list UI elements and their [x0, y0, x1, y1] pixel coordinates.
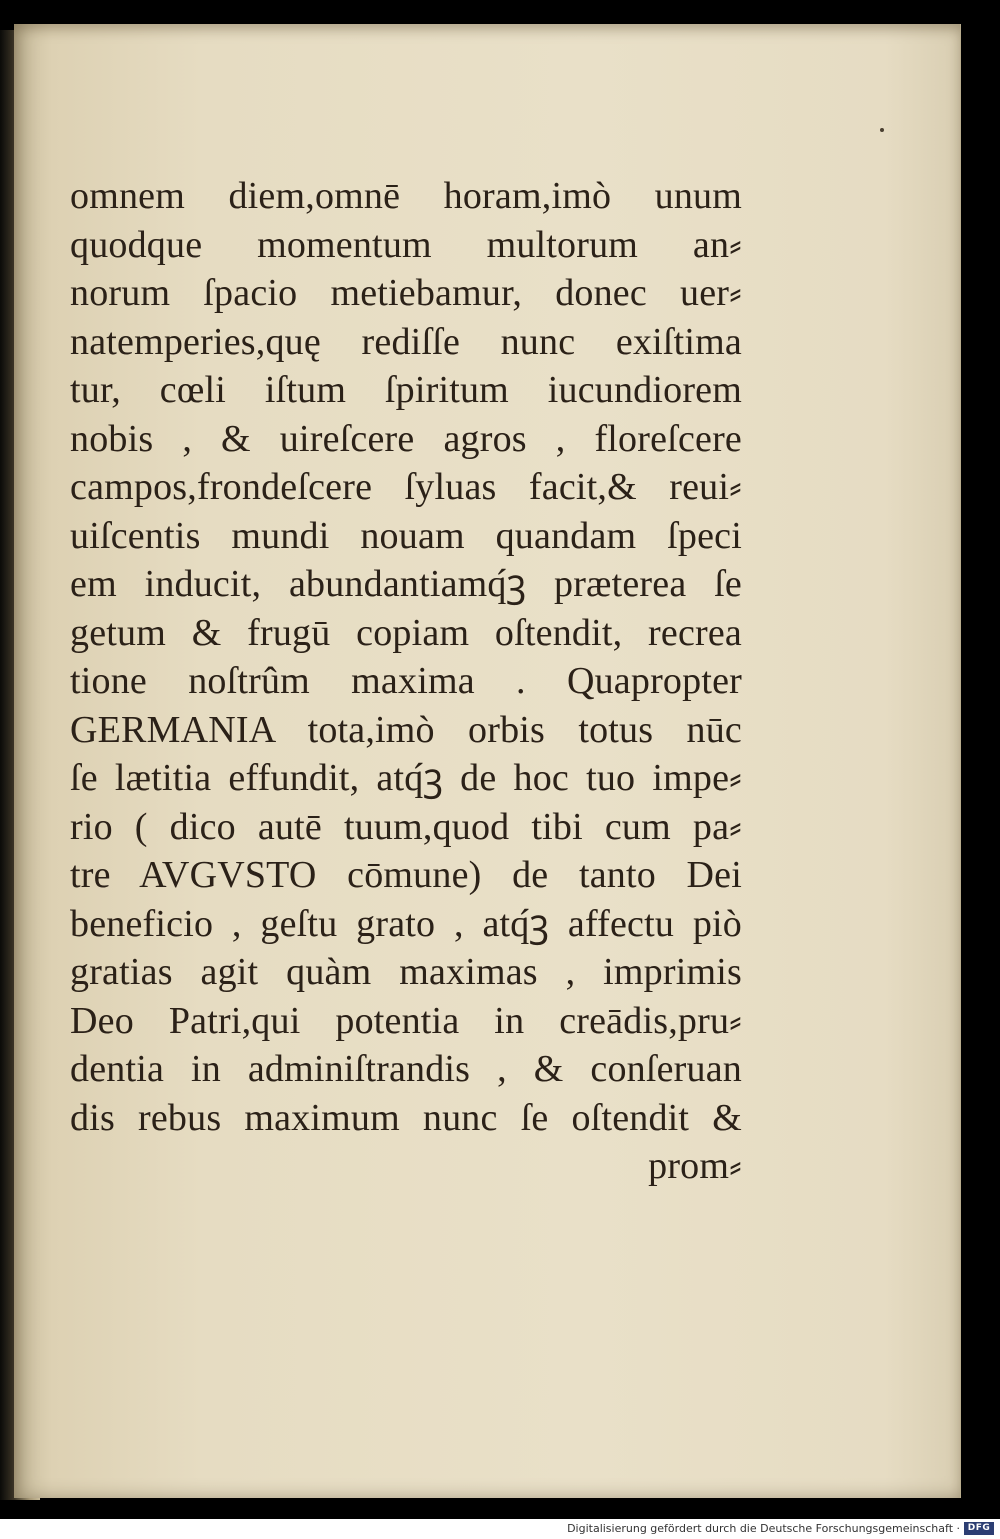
paper-speck — [880, 128, 884, 132]
digitization-credit: Digitalisierung gefördert durch die Deutsche Forschungsgemeinschaft · — [567, 1522, 960, 1535]
text-line: GERMANIA tota,imò orbis totus nūc — [70, 708, 742, 751]
text-line: getum & frugū copiam oſtendit, recrea — [70, 611, 742, 654]
text-line: campos,frondeſcere ſyluas facit,& reui⸗ — [70, 466, 742, 508]
text-line: ſe lætitia effundit, atq́ꝫ de hoc tuo impe⸗ — [70, 757, 742, 799]
text-line: norum ſpacio metiebamur, donec uer⸗ — [70, 272, 742, 314]
text-line: omnem diem,omnē horam,imò unum — [70, 175, 742, 217]
text-line: gratias agit quàm maximas , imprimis — [70, 951, 742, 993]
text-line: rio ( dico autē tuum,quod tibi cum pa⸗ — [70, 805, 742, 848]
text-line: tre AVGVSTO cōmune) de tanto Dei — [70, 854, 742, 896]
text-line: uiſcentis mundi nouam quandam ſpeci — [70, 514, 742, 557]
text-line: tur, cœli iſtum ſpiritum iucundiorem — [70, 369, 742, 411]
text-line: beneficio , geſtu grato , atq́ꝫ affectu piò — [70, 902, 742, 945]
text-line: natemperies,quę rediſſe nunc exiſtima — [70, 320, 742, 363]
page-text-block — [70, 172, 742, 1191]
text-line: nobis , & uireſcere agros , floreſcere — [70, 417, 742, 460]
text-line: em inducit, abundantiamq́ꝫ præterea ſe — [70, 563, 742, 605]
catchword: prom⸗ — [648, 1145, 742, 1187]
text-line: dis rebus maximum nunc ſe oſtendit & — [70, 1096, 742, 1139]
text-line: dentia in adminiſtrandis , & conſeruan — [70, 1048, 742, 1090]
text-line: quodque momentum multorum an⸗ — [70, 223, 742, 266]
dfg-logo-icon: DFG — [964, 1522, 994, 1535]
text-line: tione noſtrûm maxima . Quapropter — [70, 660, 742, 702]
text-line: Deo Patri,qui potentia in creādis,pru⸗ — [70, 999, 742, 1042]
